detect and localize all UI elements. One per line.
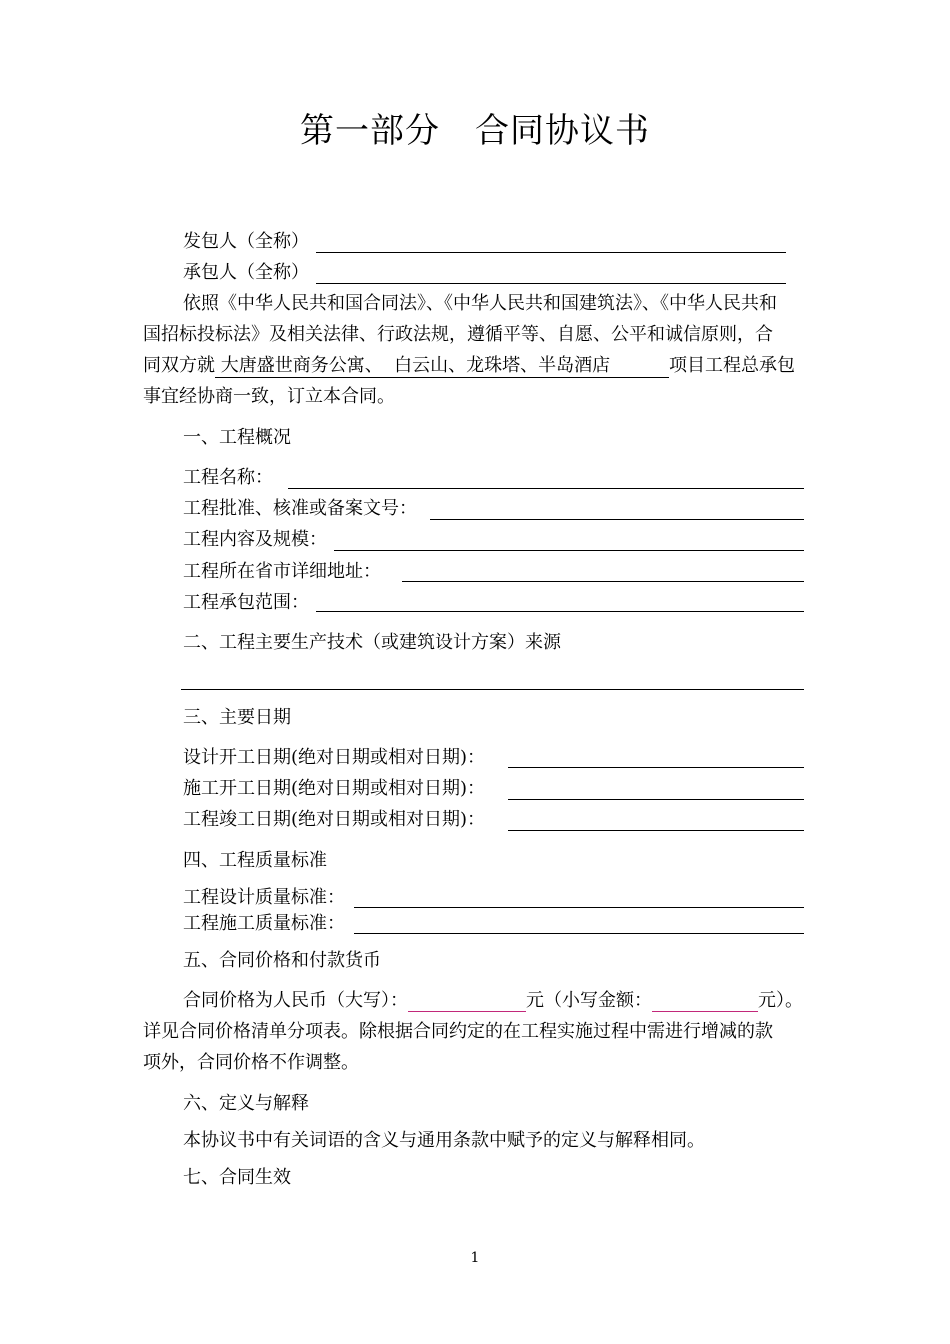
price-uppercase-field[interactable] bbox=[408, 993, 526, 1012]
address-label: 工程所在省市详细地址： bbox=[183, 561, 381, 582]
tech-source-line[interactable] bbox=[181, 689, 804, 690]
content-label: 工程内容及规模： bbox=[183, 529, 327, 550]
completion-label: 工程竣工日期(绝对日期或相对日期)： bbox=[183, 809, 486, 830]
section-7-heading: 七、合同生效 bbox=[183, 1167, 291, 1188]
construction-start-line[interactable] bbox=[508, 799, 804, 800]
preamble-line-3 bbox=[143, 355, 795, 378]
construction-quality-label: 工程施工质量标准： bbox=[183, 913, 345, 934]
preamble-line-3-prefix: 同双方就 bbox=[143, 355, 215, 376]
design-start-label: 设计开工日期(绝对日期或相对日期)： bbox=[183, 747, 486, 768]
price-mid: 元（小写金额： bbox=[526, 990, 652, 1011]
price-line bbox=[183, 990, 803, 1012]
design-start-line[interactable] bbox=[508, 767, 804, 768]
project-name-field[interactable]: 大唐盛世商务公寓、 白云山、龙珠塔、半岛酒店 bbox=[215, 355, 669, 378]
construction-quality-line[interactable] bbox=[354, 933, 804, 934]
completion-line[interactable] bbox=[508, 830, 804, 831]
address-line[interactable] bbox=[402, 581, 804, 582]
price-suffix: 元）。 bbox=[758, 990, 803, 1011]
section-6-heading: 六、定义与解释 bbox=[183, 1093, 309, 1114]
page-number: 1 bbox=[470, 1250, 480, 1266]
contractor-label: 承包人（全称） bbox=[183, 262, 309, 283]
construction-start-label: 施工开工日期(绝对日期或相对日期)： bbox=[183, 778, 486, 799]
section-1-heading: 一、工程概况 bbox=[183, 427, 291, 448]
preamble-line-1: 依照《中华人民共和国合同法》、《中华人民共和国建筑法》、《中华人民共和 bbox=[183, 293, 777, 314]
price-prefix: 合同价格为人民币（大写）： bbox=[183, 990, 408, 1011]
project-name-line[interactable] bbox=[288, 488, 804, 489]
preamble-line-4: 事宜经协商一致，订立本合同。 bbox=[143, 386, 395, 407]
section-6-body: 本协议书中有关词语的含义与通用条款中赋予的定义与解释相同。 bbox=[183, 1130, 705, 1151]
contractor-fill-line[interactable] bbox=[316, 283, 786, 284]
scope-label: 工程承包范围： bbox=[183, 592, 309, 613]
approval-line[interactable] bbox=[430, 519, 804, 520]
approval-label: 工程批准、核准或备案文号： bbox=[183, 498, 417, 519]
price-numeric-field[interactable] bbox=[652, 993, 758, 1012]
project-name-label: 工程名称： bbox=[183, 467, 273, 488]
design-quality-label: 工程设计质量标准： bbox=[183, 887, 345, 908]
preamble-line-3-suffix: 项目工程总承包 bbox=[669, 355, 795, 376]
scope-line[interactable] bbox=[316, 611, 804, 612]
preamble-line-2: 国招标投标法》及相关法律、行政法规，遵循平等、自愿、公平和诚信原则，合 bbox=[143, 324, 773, 345]
design-quality-line[interactable] bbox=[354, 907, 804, 908]
content-line[interactable] bbox=[334, 550, 804, 551]
section-3-heading: 三、主要日期 bbox=[183, 707, 291, 728]
price-line-2: 详见合同价格清单分项表。除根据合同约定的在工程实施过程中需进行增减的款 bbox=[143, 1021, 773, 1042]
employer-label: 发包人（全称） bbox=[183, 231, 309, 252]
price-line-3: 项外，合同价格不作调整。 bbox=[143, 1052, 359, 1073]
page-title: 第一部分 合同协议书 bbox=[300, 111, 650, 151]
employer-fill-line[interactable] bbox=[316, 252, 786, 253]
section-5-heading: 五、合同价格和付款货币 bbox=[183, 950, 381, 971]
section-4-heading: 四、工程质量标准 bbox=[183, 850, 327, 871]
section-2-heading: 二、工程主要生产技术（或建筑设计方案）来源 bbox=[183, 632, 561, 653]
